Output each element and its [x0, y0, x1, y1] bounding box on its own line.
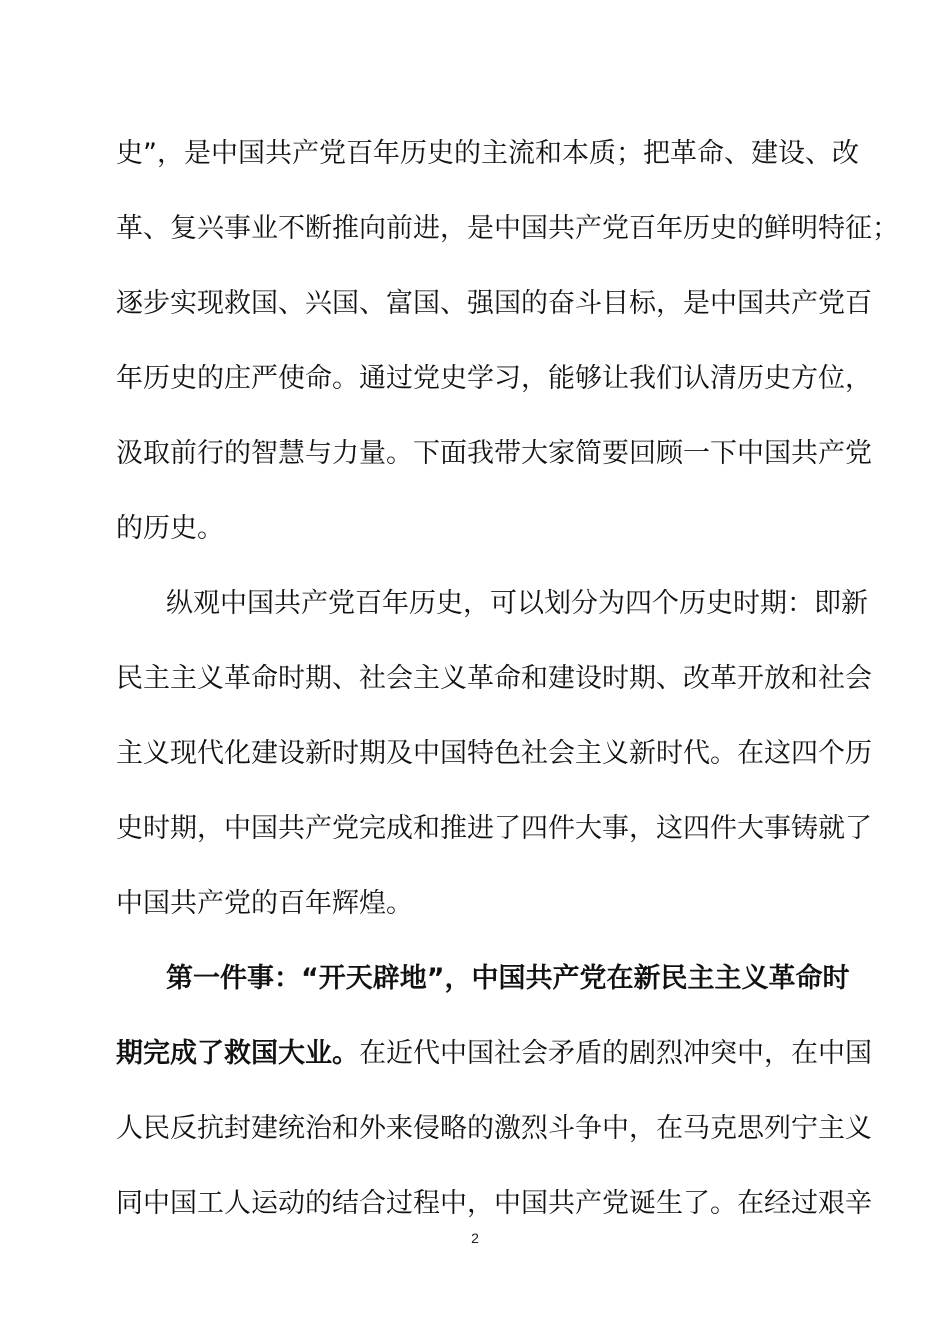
paragraph-1-line-4: 年历史的庄严使命。通过党史学习，能够让我们认清历史方位，: [116, 363, 872, 394]
paragraph-1-line-3: 逐步实现救国、兴国、富国、强国的奋斗目标，是中国共产党百: [116, 288, 872, 319]
paragraph-1-line-2: 革、复兴事业不断推向前进，是中国共产党百年历史的鲜明特征；: [116, 213, 899, 244]
page-number: 2: [471, 1230, 479, 1246]
paragraph-2-line-3: 主义现代化建设新时期及中国特色社会主义新时代。在这四个历: [116, 738, 872, 769]
paragraph-3-line-2-text: 在近代中国社会矛盾的剧烈冲突中，在中国: [359, 1038, 872, 1069]
paragraph-1-line-1: 史”，是中国共产党百年历史的主流和本质；把革命、建设、改: [116, 138, 859, 169]
paragraph-3-line-3: 人民反抗封建统治和外来侵略的激烈斗争中，在马克思列宁主义: [116, 1113, 872, 1144]
paragraph-2-line-4: 史时期，中国共产党完成和推进了四件大事，这四件大事铸就了: [116, 813, 872, 844]
paragraph-1-line-5: 汲取前行的智慧与力量。下面我带大家简要回顾一下中国共产党: [116, 438, 872, 469]
paragraph-3-line-4: 同中国工人运动的结合过程中，中国共产党诞生了。在经过艰辛: [116, 1188, 872, 1219]
paragraph-2-line-2: 民主主义革命时期、社会主义革命和建设时期、改革开放和社会: [116, 663, 872, 694]
paragraph-3-line-2: [116, 1036, 872, 1072]
paragraph-3-heading-continuation: 期完成了救国大业。: [116, 1038, 359, 1069]
paragraph-2-line-1: 纵观中国共产党百年历史，可以划分为四个历史时期：即新: [166, 588, 868, 619]
paragraph-1-line-6: 的历史。: [116, 513, 224, 544]
paragraph-3-heading-line: 第一件事：“开天辟地”，中国共产党在新民主主义革命时: [166, 963, 850, 994]
paragraph-2-line-5: 中国共产党的百年辉煌。: [116, 888, 413, 919]
